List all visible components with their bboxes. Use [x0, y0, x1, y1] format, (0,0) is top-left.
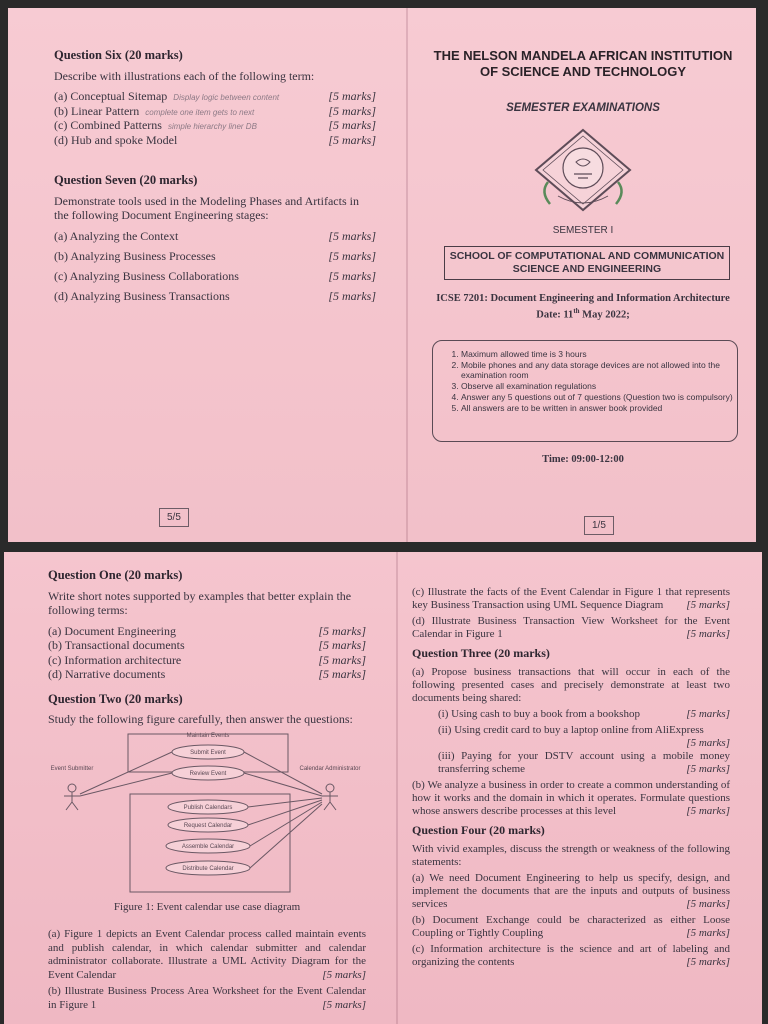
question-two-part-b: (b) Illustrate Business Process Area Worksheet for the Event Calendar in Figure 1 [5 marks] — [48, 985, 366, 1011]
semester-label: SEMESTER I — [552, 225, 614, 236]
page-5-column — [54, 48, 376, 309]
question-four-heading: Question Four (20 marks) — [412, 823, 545, 837]
instructions-box — [432, 340, 738, 442]
use-case: Assemble Calendar — [181, 843, 235, 850]
exam-time: Time: 09:00-12:00 — [542, 453, 624, 465]
question-seven-heading: Question Seven (20 marks) — [54, 173, 198, 187]
question-four-item-a: (a) We need Document Engineering to help us specify, design, and implement the documents that are the inputs and outputs of business services [5 marks] — [412, 872, 730, 910]
instruction-item: 5. All answers are to be written in answer book provided — [461, 403, 733, 413]
question-two-part-a: (a) Figure 1 depicts an Event Calendar process called maintain events and publish calendar, in which calendar submitter and calendar administrator collaborate. Illustrate a UML Activity Diagram for the Event Calendar [5 marks] — [48, 928, 366, 981]
instruction-item: 4. Answer any 5 questions out of 7 questions (Question two is compulsory) — [461, 392, 733, 402]
page-fold — [396, 552, 398, 1024]
page-number-1: 1/5 — [584, 516, 614, 535]
question-one-item-c: (c) Information architecture [5 marks] — [48, 652, 366, 667]
question-two-heading: Question Two (20 marks) — [48, 691, 183, 706]
seal-emblem-icon — [528, 126, 638, 214]
exam-sheet-bottom — [4, 552, 762, 1024]
question-one-item-d: (d) Narrative documents [5 marks] — [48, 667, 366, 681]
use-case-diagram — [48, 730, 366, 900]
question-three-sub: (i) Using cash to buy a book from a bookshop [5 marks] — [438, 708, 730, 720]
question-seven-item-b: (b) Analyzing Business Processes [5 marks] — [54, 248, 376, 263]
actor-label: Event Submitter — [50, 765, 94, 772]
semester-examinations-title: SEMESTER EXAMINATIONS — [506, 102, 660, 114]
figure-caption: Figure 1: Event calendar use case diagram — [113, 900, 301, 913]
question-two-part-c: (c) Illustrate the facts of the Event Calendar in Figure 1 that represents key Business Transaction using UML Sequence Diagram [5 marks] — [412, 586, 730, 611]
use-case: Publish Calendars — [183, 804, 233, 811]
question-six-intro: Describe with illustrations each of the following term: — [54, 68, 315, 83]
question-one-item-b: (b) Transactional documents [5 marks] — [48, 638, 366, 652]
question-seven-item-d: (d) Analyzing Business Transactions [5 marks] — [54, 288, 376, 303]
instruction-item: 3. Observe all examination regulations — [461, 381, 733, 391]
use-case: Review Event — [189, 770, 227, 777]
use-case-group-label: Maintain Events — [186, 732, 230, 739]
question-six-item-d: (d) Hub and spoke Model [5 marks] — [54, 132, 376, 147]
question-two-intro: Study the following figure carefully, then answer the questions: — [48, 712, 353, 726]
exam-date: Date: 11th May 2022; — [536, 307, 630, 321]
use-case: Submit Event — [190, 749, 226, 756]
page-fold — [406, 8, 408, 542]
question-one-intro: Write short notes supported by examples that better explain the following terms: — [48, 588, 352, 617]
school-name-box: SCHOOL OF COMPUTATIONAL AND COMMUNICATION SCIENCE AND ENGINEERING — [444, 246, 730, 280]
instruction-item: 2. Mobile phones and any data storage devices are not allowed into the examination room — [461, 360, 733, 380]
question-four-item-c: (c) Information architecture is the science and art of labeling and organizing the contents [5 marks] — [412, 943, 730, 968]
page-2-column — [48, 568, 366, 1015]
question-one-item-a: (a) Document Engineering [5 marks] — [48, 623, 366, 638]
exam-sheet-top — [8, 8, 756, 542]
use-case: Request Calendar — [183, 822, 233, 829]
question-three-part-b: (b) We analyze a business in order to create a common understanding of how it works and the domain in which it operates. Formulate questions whose answers describe processes at this level [5 marks] — [412, 779, 730, 817]
question-six-item-a: (a) Conceptual Sitemap Display logic between content [5 marks] — [54, 89, 376, 103]
question-seven-item-a: (a) Analyzing the Context [5 marks] — [54, 228, 376, 243]
cover-page — [424, 48, 742, 465]
question-three-part-a: (a) Propose business transactions that will occur in each of the following presented cases and precisely demonstrate at least two documents being shared: — [412, 666, 730, 704]
question-seven-intro: Demonstrate tools used in the Modeling Phases and Artifacts in the following Document Engineering stages: — [54, 193, 359, 222]
question-three-heading: Question Three (20 marks) — [412, 646, 550, 660]
institution-seal — [424, 126, 742, 219]
instruction-item: 1. Maximum allowed time is 3 hours — [461, 349, 733, 359]
question-four-item-b: (b) Document Exchange could be characterized as either Loose Coupling or Tightly Coupling [5 marks] — [412, 914, 730, 939]
question-one-heading: Question One (20 marks) — [48, 568, 183, 582]
institution-name: THE NELSON MANDELA AFRICAN INSTITUTION OF SCIENCE AND TECHNOLOGY — [433, 48, 733, 79]
course-title: ICSE 7201: Document Engineering and Information Architecture — [436, 293, 730, 304]
question-four-intro: With vivid examples, discuss the strength or weakness of the following statements: — [412, 843, 730, 868]
question-three-sub: (ii) Using credit card to buy a laptop online from AliExpress [5 marks] — [438, 724, 730, 749]
question-six-item-c: (c) Combined Patterns simple hierarchy liner DB [5 marks] — [54, 118, 376, 132]
actor-label: Calendar Administrator — [299, 765, 361, 772]
question-two-part-d: (d) Illustrate Business Transaction View Worksheet for the Event Calendar in Figure 1 [5 marks] — [412, 615, 730, 640]
question-six-item-b: (b) Linear Pattern complete one item gets to next [5 marks] — [54, 103, 376, 118]
use-case: Distribute Calendar — [182, 865, 234, 872]
question-seven-item-c: (c) Analyzing Business Collaborations [5 marks] — [54, 268, 376, 283]
question-three-sub: (iii) Paying for your DSTV account using a mobile money transferring scheme [5 marks] — [438, 750, 730, 775]
question-six-heading: Question Six (20 marks) — [54, 48, 183, 62]
page-3-column — [412, 586, 730, 972]
page-number-5: 5/5 — [159, 508, 189, 527]
